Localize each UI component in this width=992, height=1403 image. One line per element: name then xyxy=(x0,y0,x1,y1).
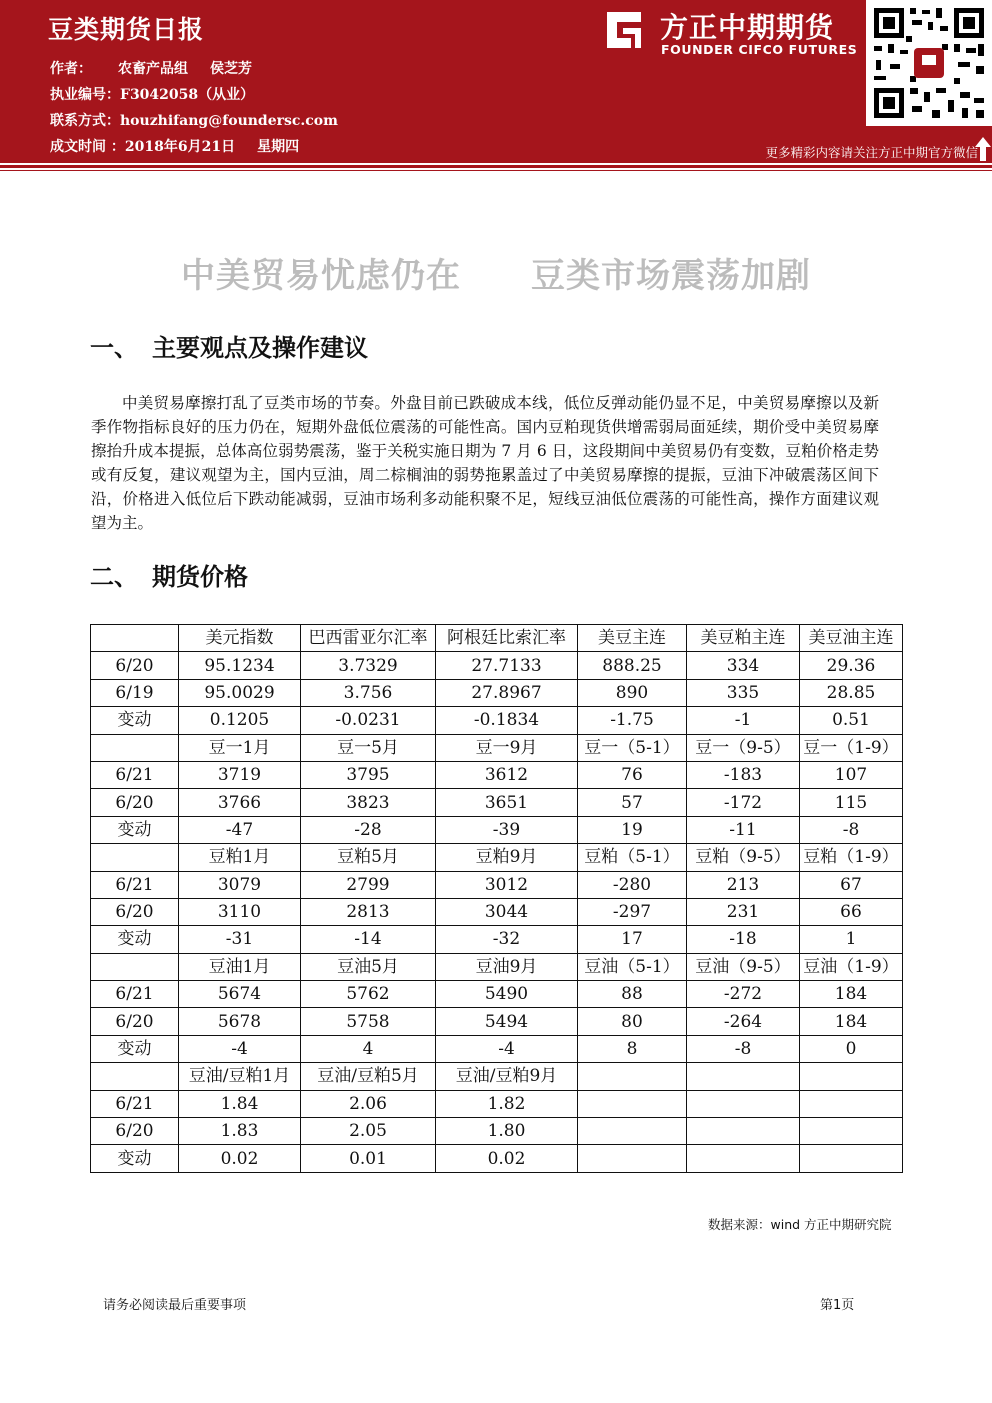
table-cell: -0.1834 xyxy=(436,707,578,734)
table-cell: 豆粕（5-1） xyxy=(578,844,687,871)
table-cell: 66 xyxy=(800,898,903,925)
table-row xyxy=(91,844,903,871)
author-label: 作者： xyxy=(50,61,92,77)
futures-price-table xyxy=(90,624,903,1173)
table-cell: -172 xyxy=(687,789,800,816)
table-cell: 67 xyxy=(800,871,903,898)
table-row xyxy=(91,926,903,953)
table-cell: 豆一5月 xyxy=(301,734,436,761)
table-cell: -32 xyxy=(436,926,578,953)
table-cell xyxy=(578,1118,687,1145)
table-cell: 76 xyxy=(578,761,687,788)
table-cell: 3651 xyxy=(436,789,578,816)
table-cell: 阿根廷比索汇率 xyxy=(436,625,578,652)
row-label-cell: 6/20 xyxy=(91,789,179,816)
table-row xyxy=(91,761,903,788)
table-cell: 5674 xyxy=(179,981,301,1008)
contact-line xyxy=(50,110,338,130)
table-cell: 2.05 xyxy=(301,1118,436,1145)
row-label-cell: 6/20 xyxy=(91,1118,179,1145)
table-cell: 豆油5月 xyxy=(301,953,436,980)
report-header xyxy=(0,0,992,163)
table-cell xyxy=(687,1118,800,1145)
table-cell: 美豆主连 xyxy=(578,625,687,652)
table-cell: 3110 xyxy=(179,898,301,925)
author-name: 侯芝芳 xyxy=(210,61,252,77)
table-cell: 0.1205 xyxy=(179,707,301,734)
table-cell: 豆油1月 xyxy=(179,953,301,980)
table-cell xyxy=(687,1063,800,1090)
table-cell: -0.0231 xyxy=(301,707,436,734)
row-label-cell xyxy=(91,844,179,871)
page-number: 第1页 xyxy=(820,1298,855,1313)
table-cell: 115 xyxy=(800,789,903,816)
author-group: 农畜产品组 xyxy=(118,61,188,77)
table-cell: 184 xyxy=(800,1008,903,1035)
table-cell: 88 xyxy=(578,981,687,1008)
table-row xyxy=(91,898,903,925)
table-row xyxy=(91,1008,903,1035)
table-cell: 27.7133 xyxy=(436,652,578,679)
table-cell: 5490 xyxy=(436,981,578,1008)
table-cell xyxy=(687,1145,800,1172)
header-divider xyxy=(0,165,992,168)
row-label-cell: 6/21 xyxy=(91,761,179,788)
date-value: 2018年6月21日 xyxy=(124,139,236,155)
table-cell: 1 xyxy=(800,926,903,953)
table-row xyxy=(91,734,903,761)
table-cell: 豆油9月 xyxy=(436,953,578,980)
table-cell: -39 xyxy=(436,816,578,843)
table-cell: -8 xyxy=(800,816,903,843)
table-cell: -264 xyxy=(687,1008,800,1035)
logo-en-text: FOUNDER CIFCO FUTURES xyxy=(661,42,858,57)
table-cell: 2.06 xyxy=(301,1090,436,1117)
section-title-1: 主要观点及操作建议 xyxy=(152,334,368,362)
table-cell: -183 xyxy=(687,761,800,788)
table-row xyxy=(91,953,903,980)
table-cell xyxy=(578,1090,687,1117)
table-cell xyxy=(800,1063,903,1090)
table-cell: 豆一（1-9） xyxy=(800,734,903,761)
table-cell: 2799 xyxy=(301,871,436,898)
table-cell: 5678 xyxy=(179,1008,301,1035)
author-line xyxy=(50,58,252,78)
table-cell: 豆粕5月 xyxy=(301,844,436,871)
table-cell xyxy=(800,1118,903,1145)
table-cell: -1.75 xyxy=(578,707,687,734)
founder-logo-icon xyxy=(603,8,645,52)
table-cell: -47 xyxy=(179,816,301,843)
table-cell: 1.80 xyxy=(436,1118,578,1145)
qr-code-icon xyxy=(866,0,992,126)
table-cell: 0 xyxy=(800,1035,903,1062)
table-cell: 5762 xyxy=(301,981,436,1008)
table-row xyxy=(91,871,903,898)
weekday: 星期四 xyxy=(257,139,300,155)
table-cell: 95.0029 xyxy=(179,679,301,706)
data-source: 数据来源：wind 方正中期研究院 xyxy=(708,1217,892,1232)
table-cell: 豆粕（9-5） xyxy=(687,844,800,871)
table-row xyxy=(91,789,903,816)
table-cell: 0.51 xyxy=(800,707,903,734)
table-cell: 80 xyxy=(578,1008,687,1035)
table-cell: 豆油/豆粕1月 xyxy=(179,1063,301,1090)
logo-cn-text: 方正中期期货 xyxy=(660,11,835,44)
table-cell: -280 xyxy=(578,871,687,898)
footer-notice: 请务必阅读最后重要事项 xyxy=(103,1298,247,1313)
table-cell xyxy=(687,1090,800,1117)
license-label: 执业编号： xyxy=(50,87,120,103)
table-cell: 豆油（9-5） xyxy=(687,953,800,980)
row-label-cell: 变动 xyxy=(91,816,179,843)
table-cell: 豆油/豆粕5月 xyxy=(301,1063,436,1090)
table-cell: -4 xyxy=(436,1035,578,1062)
table-cell: 豆一1月 xyxy=(179,734,301,761)
table-cell: 3766 xyxy=(179,789,301,816)
row-label-cell: 6/20 xyxy=(91,1008,179,1035)
table-cell: -297 xyxy=(578,898,687,925)
table-row xyxy=(91,1090,903,1117)
table-cell: 1.84 xyxy=(179,1090,301,1117)
row-label-cell xyxy=(91,734,179,761)
table-cell: 豆粕1月 xyxy=(179,844,301,871)
table-cell: 豆粕9月 xyxy=(436,844,578,871)
table-cell: 美元指数 xyxy=(179,625,301,652)
table-cell: 2813 xyxy=(301,898,436,925)
table-cell: 95.1234 xyxy=(179,652,301,679)
row-label-cell: 变动 xyxy=(91,707,179,734)
section-number-2: 二、 xyxy=(90,563,138,591)
table-row xyxy=(91,652,903,679)
table-cell: 335 xyxy=(687,679,800,706)
table-cell: 184 xyxy=(800,981,903,1008)
date-label: 成文时间 ： xyxy=(50,139,125,155)
table-cell: 19 xyxy=(578,816,687,843)
table-cell: 107 xyxy=(800,761,903,788)
table-cell: 3795 xyxy=(301,761,436,788)
table-cell: 豆油（5-1） xyxy=(578,953,687,980)
table-cell: 3079 xyxy=(179,871,301,898)
section-heading-2 xyxy=(90,557,248,592)
table-cell: 57 xyxy=(578,789,687,816)
table-cell: 3612 xyxy=(436,761,578,788)
table-cell: -272 xyxy=(687,981,800,1008)
table-cell: -28 xyxy=(301,816,436,843)
table-cell: 巴西雷亚尔汇率 xyxy=(301,625,436,652)
license-line xyxy=(50,84,254,104)
table-row xyxy=(91,816,903,843)
table-cell: 3012 xyxy=(436,871,578,898)
table-row xyxy=(91,981,903,1008)
table-row xyxy=(91,679,903,706)
table-cell: -1 xyxy=(687,707,800,734)
table-row xyxy=(91,1035,903,1062)
contact-label: 联系方式： xyxy=(50,113,120,129)
table-cell: 890 xyxy=(578,679,687,706)
row-label-cell: 6/19 xyxy=(91,679,179,706)
contact-value[interactable]: houzhifang@foundersc.com xyxy=(120,113,338,129)
table-cell: 豆油/豆粕9月 xyxy=(436,1063,578,1090)
table-cell: -14 xyxy=(301,926,436,953)
table-cell: 29.36 xyxy=(800,652,903,679)
table-cell xyxy=(800,1090,903,1117)
table-cell: 豆一（9-5） xyxy=(687,734,800,761)
row-label-cell: 6/21 xyxy=(91,1090,179,1117)
row-label-cell xyxy=(91,625,179,652)
row-label-cell: 变动 xyxy=(91,1035,179,1062)
table-cell: 3719 xyxy=(179,761,301,788)
table-row xyxy=(91,1118,903,1145)
report-title xyxy=(0,248,992,297)
table-cell: 1.82 xyxy=(436,1090,578,1117)
table-cell: 3044 xyxy=(436,898,578,925)
table-cell: 美豆油主连 xyxy=(800,625,903,652)
table-cell: 豆油（1-9） xyxy=(800,953,903,980)
table-cell: 888.25 xyxy=(578,652,687,679)
table-cell: -31 xyxy=(179,926,301,953)
table-cell: 4 xyxy=(301,1035,436,1062)
up-arrow-icon xyxy=(974,136,992,162)
license-value: F3042058（从业） xyxy=(120,87,255,103)
table-cell: 213 xyxy=(687,871,800,898)
title-part-2: 豆类市场震荡加剧 xyxy=(531,256,811,296)
row-label-cell: 变动 xyxy=(91,926,179,953)
row-label-cell: 6/21 xyxy=(91,871,179,898)
table-cell: 5494 xyxy=(436,1008,578,1035)
table-cell: 0.01 xyxy=(301,1145,436,1172)
table-cell: -8 xyxy=(687,1035,800,1062)
table-cell: 豆粕（1-9） xyxy=(800,844,903,871)
date-line xyxy=(50,136,299,156)
table-cell: -18 xyxy=(687,926,800,953)
table-cell: 3.756 xyxy=(301,679,436,706)
table-cell: -11 xyxy=(687,816,800,843)
title-part-1: 中美贸易忧虑仍在 xyxy=(181,256,461,296)
table-cell: 334 xyxy=(687,652,800,679)
table-row xyxy=(91,625,903,652)
summary-paragraph: 中美贸易摩擦打乱了豆类市场的节奏。外盘目前已跌破成本线，低位反弹动能仍显不足，中美贸易摩擦以及新季作物指标良好的压力仍在，短期外盘低位震荡的可能性高。国内豆粕现货供增需弱局面延续，期价受中美贸易摩擦抬升成本提振，总体高位弱势震荡，鉴于关税实施日期为 7 月 6 日，这段期间中美贸易仍有变数，豆粕价格走势或有反复，建议观望为主，国内豆油，周二棕榈油的弱势拖累盖过了中美贸易摩擦的提振，豆油下冲破震荡区间下沿，价格进入低位后下跌动能减弱，豆油市场利多动能积聚不足，短线豆油低位震荡的可能性高，操作方面建议观望为主。 xyxy=(91,394,879,532)
table-cell xyxy=(578,1145,687,1172)
table-cell: 1.83 xyxy=(179,1118,301,1145)
section-title-2: 期货价格 xyxy=(152,563,248,591)
table-cell: 5758 xyxy=(301,1008,436,1035)
row-label-cell: 6/20 xyxy=(91,898,179,925)
table-cell: 0.02 xyxy=(179,1145,301,1172)
report-name: 豆类期货日报 xyxy=(48,15,205,44)
table-cell: 美豆粕主连 xyxy=(687,625,800,652)
table-cell: 28.85 xyxy=(800,679,903,706)
row-label-cell: 变动 xyxy=(91,1145,179,1172)
table-cell: 豆一（5-1） xyxy=(578,734,687,761)
table-row xyxy=(91,707,903,734)
table-cell: 豆一9月 xyxy=(436,734,578,761)
table-cell: 231 xyxy=(687,898,800,925)
row-label-cell: 6/21 xyxy=(91,981,179,1008)
table-cell xyxy=(578,1063,687,1090)
table-row xyxy=(91,1063,903,1090)
table-cell: 8 xyxy=(578,1035,687,1062)
follow-wechat-text: 更多精彩内容请关注方正中期官方微信 xyxy=(765,145,978,160)
table-cell: 3.7329 xyxy=(301,652,436,679)
table-cell xyxy=(800,1145,903,1172)
row-label-cell: 6/20 xyxy=(91,652,179,679)
table-cell: -4 xyxy=(179,1035,301,1062)
header-divider-thin xyxy=(0,170,992,171)
row-label-cell xyxy=(91,953,179,980)
table-cell: 3823 xyxy=(301,789,436,816)
table-cell: 0.02 xyxy=(436,1145,578,1172)
section-heading-1 xyxy=(90,328,368,363)
row-label-cell xyxy=(91,1063,179,1090)
table-row xyxy=(91,1145,903,1172)
section-number-1: 一、 xyxy=(90,334,138,362)
table-cell: 27.8967 xyxy=(436,679,578,706)
table-cell: 17 xyxy=(578,926,687,953)
